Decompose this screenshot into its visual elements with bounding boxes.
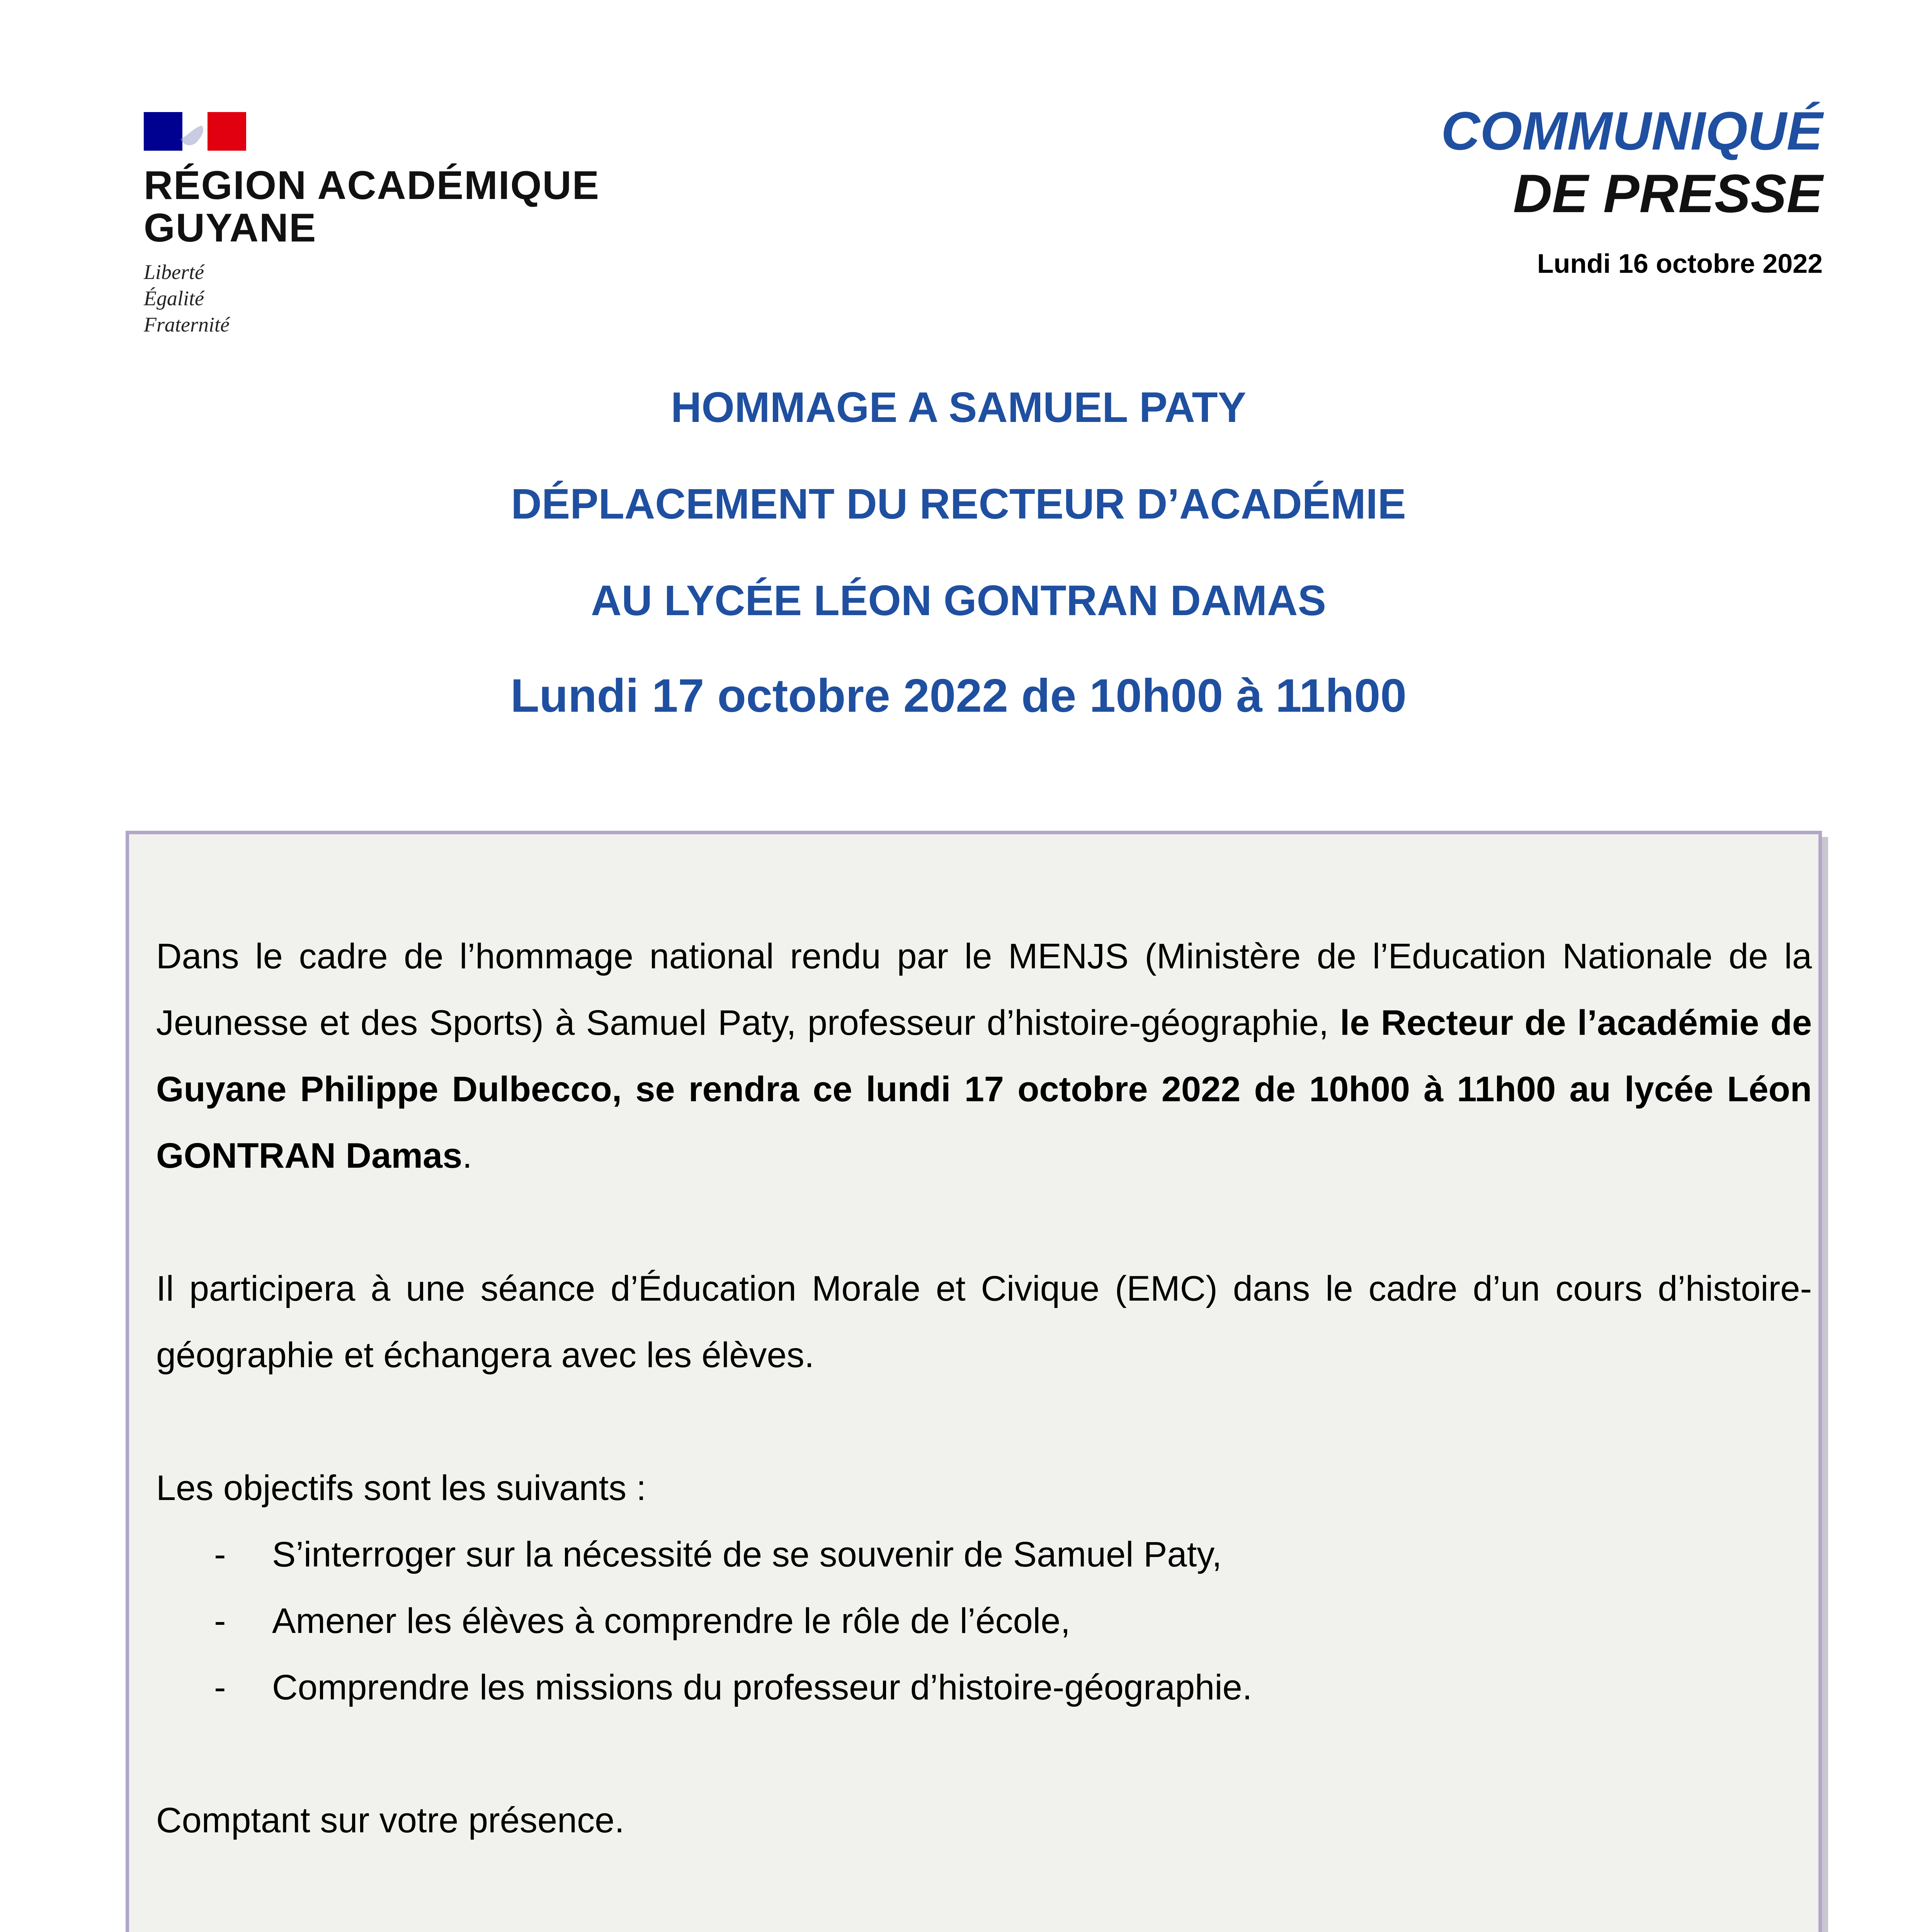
list-item [156,1521,1812,1588]
bullet-dash: - [214,1535,226,1574]
content-text [156,923,1812,1854]
motto-liberte: Liberté [144,260,204,284]
paragraph-emc: Il participera à une séance d’Éducation Morale et Civique (EMC) dans le cadre d’un cours d’histoire-géographie et échangera avec les élèves. [156,1269,1812,1375]
objective-text: Amener les élèves à comprendre le rôle de l’école, [272,1601,1070,1641]
objective-text: Comprendre les missions du professeur d’histoire-géographie. [272,1668,1252,1707]
marianne-flag-icon [144,112,246,151]
list-item [156,1654,1812,1721]
objectives-list [156,1521,1812,1721]
content-box [126,831,1822,1932]
objective-text: S’interroger sur la nécessité de se souvenir de Samuel Paty, [272,1535,1222,1574]
intro-text: Dans le cadre de l’hommage national rendu par le MENJS (Ministère de l’Education Nationale de la Jeunesse et des Sports) à Samuel Paty, professeur d’histoire-géographie, [156,937,1812,1043]
header-date: Lundi 16 octobre 2022 [1537,248,1823,279]
closing-text: Comptant sur votre présence. [156,1801,624,1840]
region-logo [144,112,607,336]
bullet-dash: - [214,1668,226,1707]
title-block [0,383,1917,723]
logo-region-label: RÉGION ACADÉMIQUE [144,163,600,208]
list-item [156,1588,1812,1654]
title-lycee: AU LYCÉE LÉON GONTRAN DAMAS [591,577,1326,624]
logo-guyane-label: GUYANE [144,206,317,250]
intro-end: . [462,1136,472,1175]
paragraph-intro [156,923,1812,1189]
intro-bold-text: le Recteur de l’académie de Guyane Philippe Dulbecco, se rendra ce lundi 17 octobre 2022 de 10h00 à 11h00 au lycée Léon GONTRAN Damas [156,1003,1812,1175]
motto-egalite: Égalité [144,287,204,310]
objectives-intro: Les objectifs sont les suivants : [156,1468,646,1508]
header-communique: COMMUNIQUÉ [1441,100,1823,161]
header-de-presse: DE PRESSE [1513,163,1823,224]
motto-fraternite: Fraternité [144,313,230,336]
title-deplacement: DÉPLACEMENT DU RECTEUR D’ACADÉMIE [511,480,1406,528]
title-hommage: HOMMAGE A SAMUEL PATY [670,384,1247,431]
title-date: Lundi 17 octobre 2022 de 10h00 à 11h00 [510,669,1407,722]
press-release-header [1441,100,1823,279]
bullet-dash: - [214,1601,226,1641]
